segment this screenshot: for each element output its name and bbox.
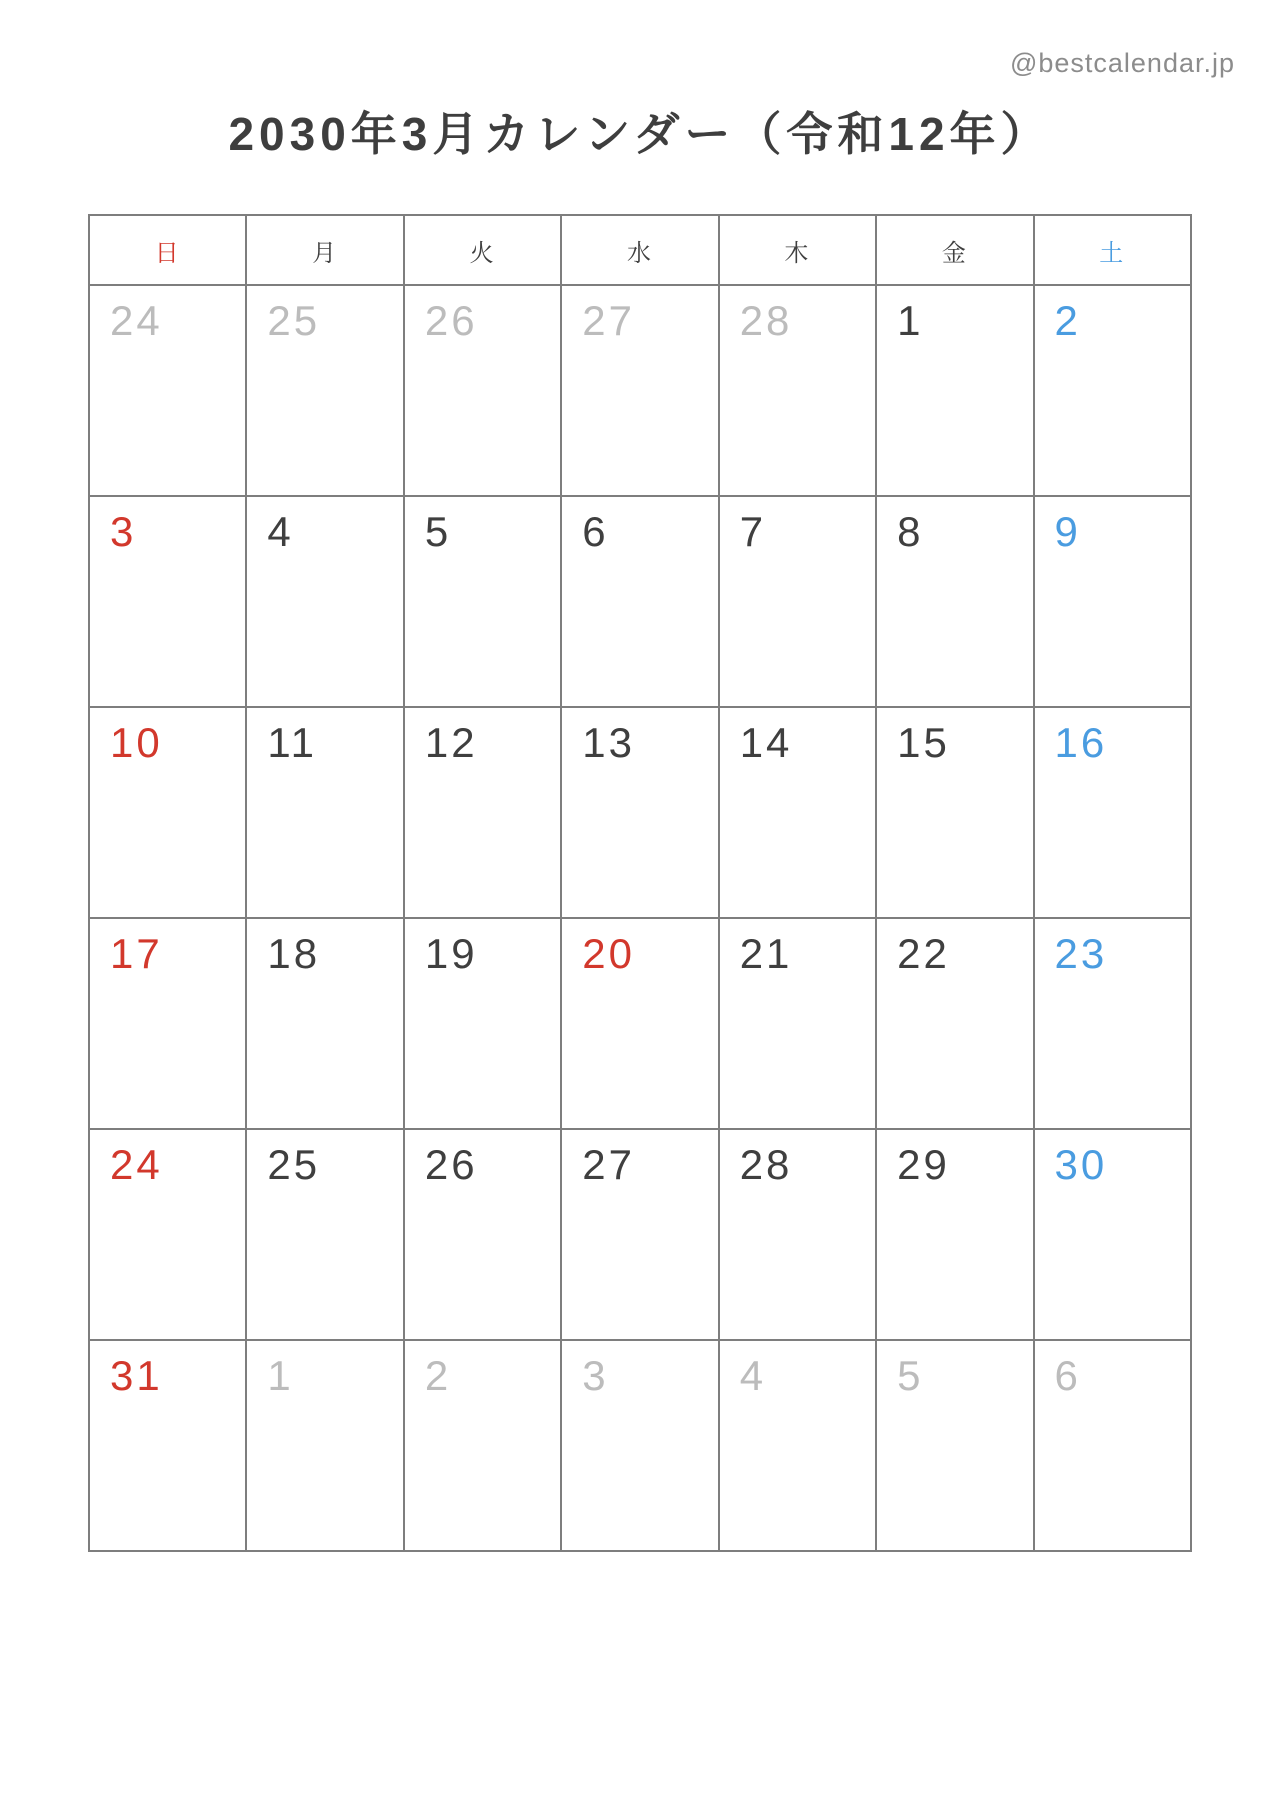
day-cell: 24	[89, 285, 246, 496]
day-cell: 8	[876, 496, 1033, 707]
day-cell: 26	[404, 1129, 561, 1340]
day-cell: 7	[719, 496, 876, 707]
day-cell: 1	[876, 285, 1033, 496]
day-cell: 9	[1034, 496, 1191, 707]
day-cell: 10	[89, 707, 246, 918]
day-cell: 4	[246, 496, 403, 707]
day-cell: 24	[89, 1129, 246, 1340]
weekday-header-cell: 水	[561, 215, 718, 285]
day-cell: 11	[246, 707, 403, 918]
day-cell: 1	[246, 1340, 403, 1551]
weekday-header-cell: 日	[89, 215, 246, 285]
weekday-header-cell: 木	[719, 215, 876, 285]
weekday-header-row	[89, 215, 1191, 285]
week-row	[89, 496, 1191, 707]
weekday-header-cell: 土	[1034, 215, 1191, 285]
day-cell: 26	[404, 285, 561, 496]
day-cell: 18	[246, 918, 403, 1129]
day-cell: 28	[719, 285, 876, 496]
day-cell: 25	[246, 285, 403, 496]
day-cell: 31	[89, 1340, 246, 1551]
page-title: 2030年3月カレンダー（令和12年）	[228, 108, 1052, 160]
week-row	[89, 1129, 1191, 1340]
site-watermark: @bestcalendar.jp	[1009, 48, 1235, 78]
day-cell: 17	[89, 918, 246, 1129]
week-row	[89, 285, 1191, 496]
day-cell: 29	[876, 1129, 1033, 1340]
day-cell: 25	[246, 1129, 403, 1340]
day-cell: 5	[876, 1340, 1033, 1551]
day-cell: 28	[719, 1129, 876, 1340]
day-cell: 21	[719, 918, 876, 1129]
day-cell: 15	[876, 707, 1033, 918]
weekday-header-cell: 月	[246, 215, 403, 285]
day-cell: 6	[561, 496, 718, 707]
day-cell: 12	[404, 707, 561, 918]
day-cell: 3	[89, 496, 246, 707]
week-row	[89, 707, 1191, 918]
day-cell: 27	[561, 285, 718, 496]
day-cell: 27	[561, 1129, 718, 1340]
day-cell: 30	[1034, 1129, 1191, 1340]
day-cell: 16	[1034, 707, 1191, 918]
month-calendar-table	[88, 214, 1192, 1552]
day-cell: 6	[1034, 1340, 1191, 1551]
day-cell: 14	[719, 707, 876, 918]
week-row	[89, 1340, 1191, 1551]
day-cell: 13	[561, 707, 718, 918]
day-cell: 4	[719, 1340, 876, 1551]
day-cell: 19	[404, 918, 561, 1129]
week-row	[89, 918, 1191, 1129]
day-cell: 2	[404, 1340, 561, 1551]
day-cell: 5	[404, 496, 561, 707]
weekday-header-cell: 金	[876, 215, 1033, 285]
day-cell: 2	[1034, 285, 1191, 496]
day-cell: 3	[561, 1340, 718, 1551]
weekday-header-cell: 火	[404, 215, 561, 285]
day-cell: 22	[876, 918, 1033, 1129]
day-cell: 23	[1034, 918, 1191, 1129]
day-cell: 20	[561, 918, 718, 1129]
